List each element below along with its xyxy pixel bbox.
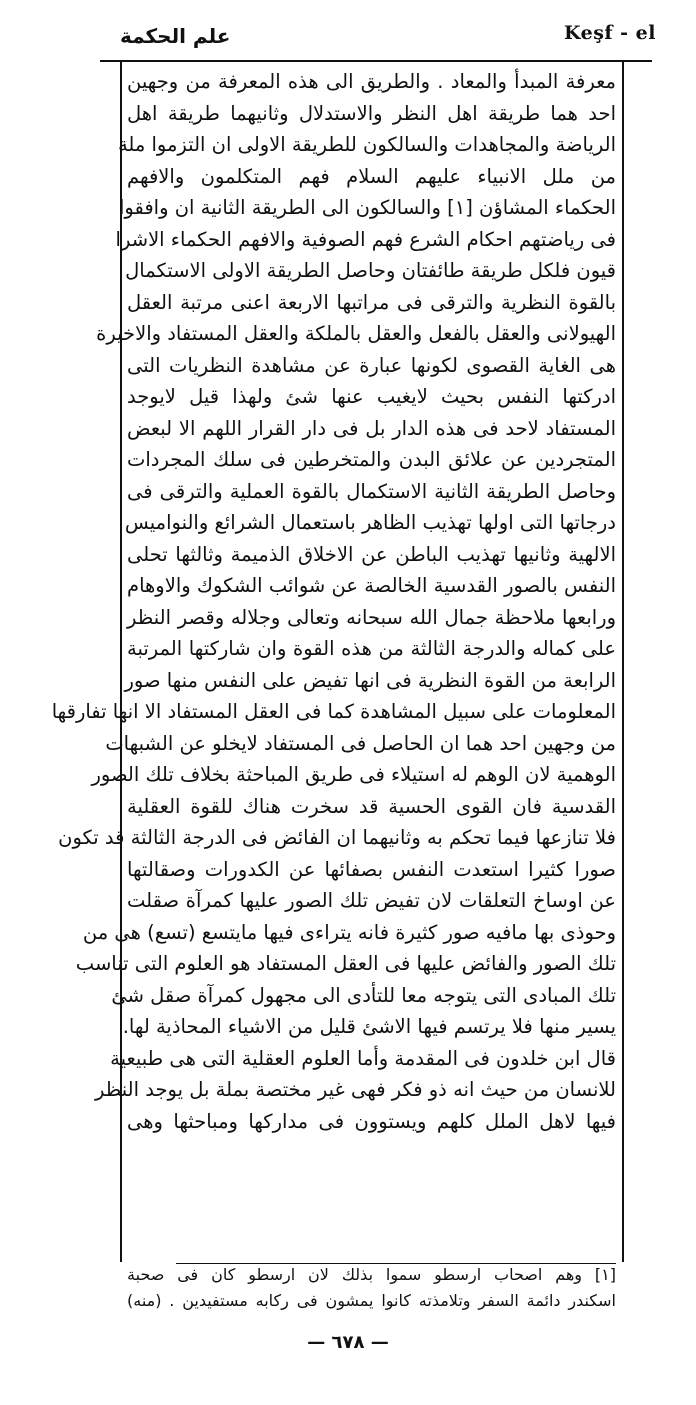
text-line: قيون فلكل طريقة طائفتان وحاصل الطريقة الاولى الاستكمال xyxy=(125,259,616,282)
text-line: ورابعها ملاحظة جمال الله سبحانه وتعالى وجلاله وقصر النظر xyxy=(127,605,616,629)
text-line: المعلومات على سبيل المشاهدة كما فى العقل المستفاد الا انها تفارقها xyxy=(51,700,616,723)
frame-right-rule xyxy=(622,62,624,1262)
text-line: الرابعة من القوة النظرية فى انها تفيض على النفس منها صور xyxy=(124,668,616,692)
text-line: فلا تنازعها فيما تحكم به وثانيهما ان الفائض فى الدرجة الثالثة قد تكون xyxy=(58,826,616,849)
text-line: من وجهين احد هما ان الحاصل فى المستفاد لايخلو عن الشبهات xyxy=(105,731,616,755)
text-line: المستفاد لاحد فى هذه الدار بل فى دار القرار اللهم الا لبعض xyxy=(127,416,616,440)
text-line: وحاصل الطريقة الثانية الاستكمال بالقوة العملية والترقى فى xyxy=(127,479,616,503)
text-line: النفس بالصور القدسية الخالصة عن شوائب الشكوك والاوهام xyxy=(127,574,616,597)
text-line: قال ابن خلدون فى المقدمة وأما العلوم العقلية التى هى طبيعية xyxy=(110,1046,616,1070)
running-title-arabic: علم الحكمة xyxy=(120,24,231,48)
text-line: وحوذى بها مافيه صور كثيرة فانه يتراءى فيها مايتسع (تسع) هى من xyxy=(82,920,616,944)
text-line: الرياضة والمجاهدات والسالكون للطريقة الاولى ان التزموا ملة xyxy=(117,133,616,156)
text-line: معرفة المبدأ والمعاد . والطريق الى هذه المعرفة من وجهين xyxy=(127,70,616,93)
body-text xyxy=(51,66,616,1137)
text-line: يسير منها فلا يرتسم فيها الاشئ قليل من الاشياء المحاذية لها. xyxy=(122,1015,616,1038)
text-line: عن اوساخ التعلقات لان تفيض تلك الصور عليها كمرآة صقلت xyxy=(127,889,616,912)
footnote-line: اسكندر دائمة السفر وتلامذته كانوا يمشون فى ركابه مستفيدين . (منه) xyxy=(127,1291,616,1310)
text-line: على كماله والدرجة الثالثة من هذه القوة وان شاركتها المرتبة xyxy=(127,637,616,660)
footnote xyxy=(127,1262,616,1314)
text-line: المتجردين عن علائق البدن والمتخرطين فى سلك المجردات xyxy=(127,448,616,471)
text-line: احد هما طريقة اهل النظر والاستدلال وثانيهما طريقة اهل xyxy=(127,101,616,125)
text-line: من ملل الانبياء عليهم السلام فهم المتكلمون والافهم xyxy=(127,164,616,188)
text-line: القدسية فان القوى الحسية قد سخرت هناك للقوة العقلية xyxy=(127,794,616,818)
text-line: الحكماء المشاؤن [١] والسالكون الى الطريقة الثانية ان وافقوا xyxy=(119,196,616,219)
footnote-line: [١] وهم اصحاب ارسطو سموا بذلك لان ارسطو كان فى صحبة xyxy=(127,1265,616,1284)
text-line: بالقوة النظرية والترقى فى مراتبها الاربعة اعنى مرتبة العقل xyxy=(127,290,616,314)
running-title-latin: Keşf - el xyxy=(564,22,656,44)
text-line: تلك المبادى التى يتوجه معا للتأدى الى مجهول كمرآة صقل شئ xyxy=(111,983,616,1007)
text-line: للانسان من حيث انه ذو فكر فهى غير مختصة بملة بل يوجد النظر xyxy=(95,1078,616,1101)
text-line: الوهمية لان الوهم له استيلاء فى طريق المباحثة بخلاف تلك الصور xyxy=(91,763,616,786)
header-rule xyxy=(100,60,652,62)
running-header xyxy=(100,18,656,58)
text-line: درجاتها التى اولها تهذيب الظاهر باستعمال الشرائع والنواميس xyxy=(124,511,616,534)
text-line: الهيولانى والعقل بالفعل والعقل بالملكة والعقل المستفاد والاخيرة xyxy=(96,322,616,345)
text-line: تلك الصور والفائض عليها فى العقل المستفاد هو العلوم التى تناسب xyxy=(75,952,616,975)
text-line: الالهية وثانيها تهذيب الباطن عن الاخلاق الذميمة وثالثها تحلى xyxy=(127,542,616,566)
text-line: فى رياضتهم احكام الشرع فهم الصوفية والافهم الحكماء الاشرا xyxy=(115,227,616,251)
page-number: — ٦٧٨ — xyxy=(307,1332,389,1353)
text-line: هى الغاية القصوى لكونها عبارة عن مشاهدة النظريات التى xyxy=(127,353,616,377)
text-line: صورا كثيرا استعدت النفس بصفائها عن الكدورات وصقالتها xyxy=(127,857,616,881)
text-line: ادركتها النفس بحيث لايغيب عنها شئ ولهذا قيل لايوجد xyxy=(127,385,616,408)
text-line: فيها لاهل الملل كلهم ويستوون فى مداركها ومباحثها وهى xyxy=(127,1109,616,1133)
